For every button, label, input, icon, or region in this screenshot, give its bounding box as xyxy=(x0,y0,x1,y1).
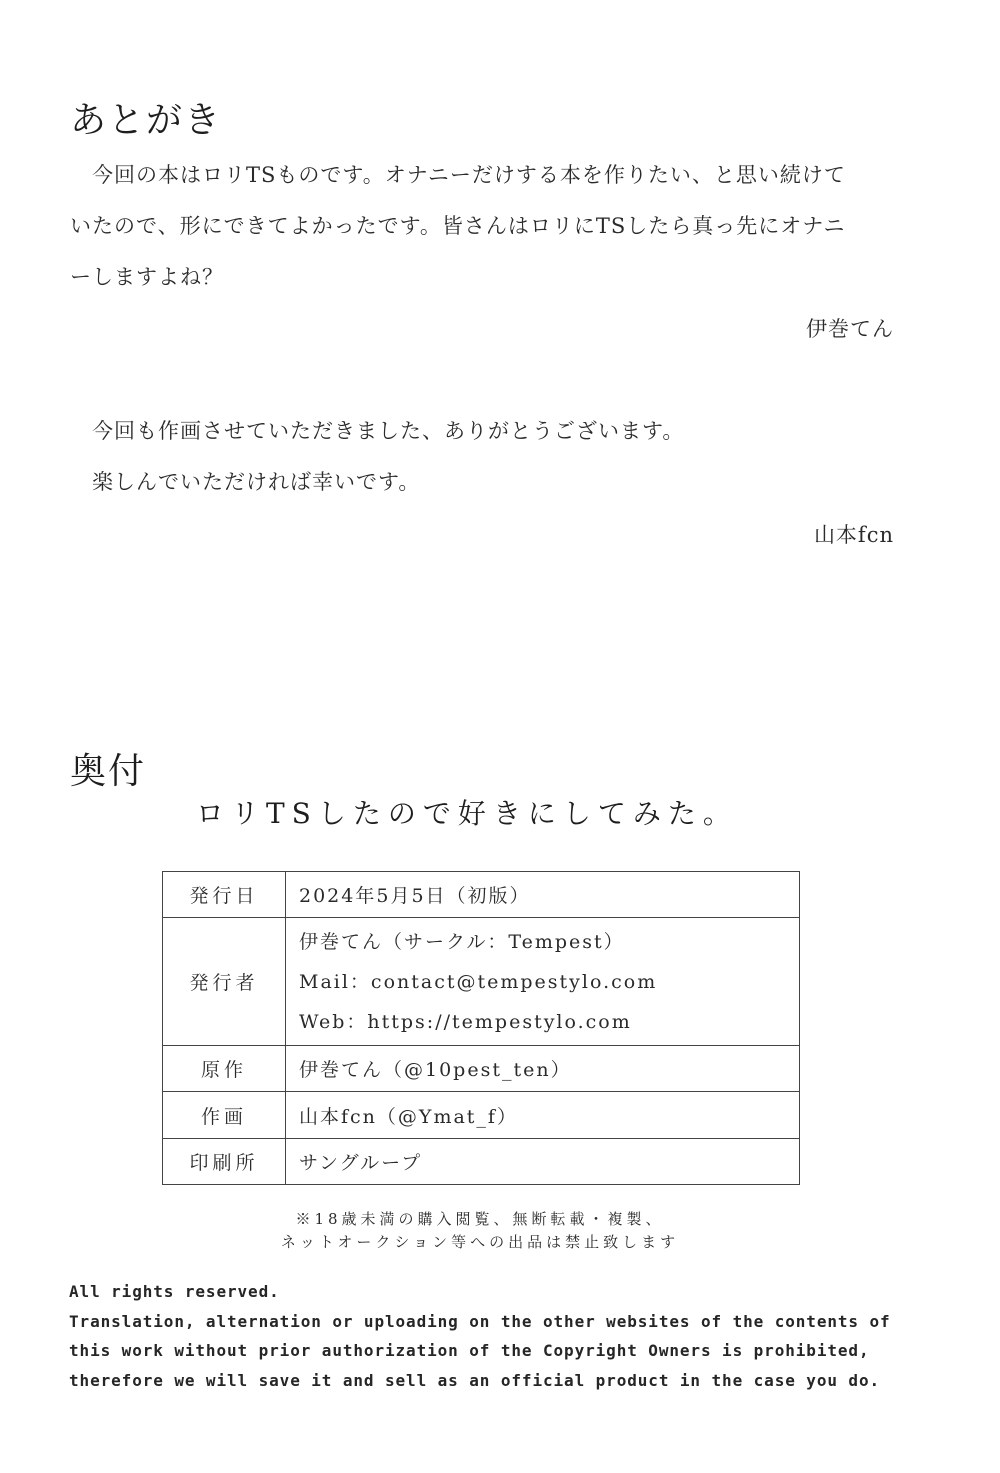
afterword-author2-line: 楽しんでいただければ幸いです。 xyxy=(70,470,421,494)
table-row xyxy=(163,1046,800,1092)
colophon-table xyxy=(162,871,800,1185)
table-row xyxy=(163,1092,800,1139)
rights-line: this work without prior authorization of the Copyright Owners is prohibited, xyxy=(69,1341,870,1360)
row-value-printer xyxy=(286,1139,800,1185)
publisher-web-text: Web：https://tempestylo.com xyxy=(299,1010,632,1033)
rights-line: therefore we will save it and sell as an official product in the case you do. xyxy=(69,1370,881,1390)
row-value-publish-date xyxy=(286,872,800,918)
afterword-author2-line: 今回も作画させていただきました、ありがとうございます。 xyxy=(70,419,685,443)
row-value-publisher xyxy=(286,918,800,1046)
publish-date-text: 2024年5月5日（初版） xyxy=(299,885,531,907)
afterword-author1-line: 今回の本はロリTSものです。オナニーだけする本を作りたい、と思い続けて xyxy=(70,163,846,187)
notice-line: ネットオークション等への出品は禁止致します xyxy=(280,1233,680,1251)
afterword-author1-line: いたので、形にできてよかったです。皆さんはロリにTSしたら真っ先にオナニ xyxy=(70,214,846,238)
age-restriction-notice xyxy=(0,1208,960,1254)
colophon-heading: 奥付 xyxy=(70,751,147,792)
printer-text: サングループ xyxy=(299,1152,423,1174)
book-title: ロリTSしたので好きにしてみた。 xyxy=(196,797,738,830)
row-label-illustration: 作画 xyxy=(163,1092,286,1139)
afterword-author1-message xyxy=(70,150,846,303)
afterword-author2-message xyxy=(70,406,684,508)
rights-notice xyxy=(69,1277,891,1395)
row-value-illustration xyxy=(286,1092,800,1139)
original-work-text: 伊巻てん（@10pest_ten） xyxy=(299,1059,572,1081)
afterword-author1-line: ーしますよね？ xyxy=(70,265,224,289)
table-row xyxy=(163,918,800,1046)
row-value-original-work xyxy=(286,1046,800,1092)
publisher-circle-text: 伊巻てん（サークル：Tempest） xyxy=(299,930,625,953)
rights-line: Translation, alternation or uploading on the other websites of the contents of xyxy=(69,1311,891,1331)
publisher-mail-text: Mail：contact@tempestylo.com xyxy=(299,970,658,993)
illustration-text: 山本fcn（@Ymat_f） xyxy=(299,1105,518,1128)
notice-line: ※18歳未満の購入閲覧、無断転載・複製、 xyxy=(295,1210,665,1228)
afterword-author1-signature: 伊巻てん xyxy=(806,317,894,341)
table-row xyxy=(163,872,800,918)
table-row xyxy=(163,1139,800,1185)
row-label-printer: 印刷所 xyxy=(163,1139,286,1185)
afterword-heading: あとがき xyxy=(70,100,223,141)
row-label-publisher: 発行者 xyxy=(163,918,286,1046)
rights-line: All rights reserved. xyxy=(69,1282,280,1301)
row-label-publish-date: 発行日 xyxy=(163,872,286,918)
afterword-author2-signature: 山本fcn xyxy=(813,523,894,547)
row-label-original-work: 原作 xyxy=(163,1046,286,1092)
